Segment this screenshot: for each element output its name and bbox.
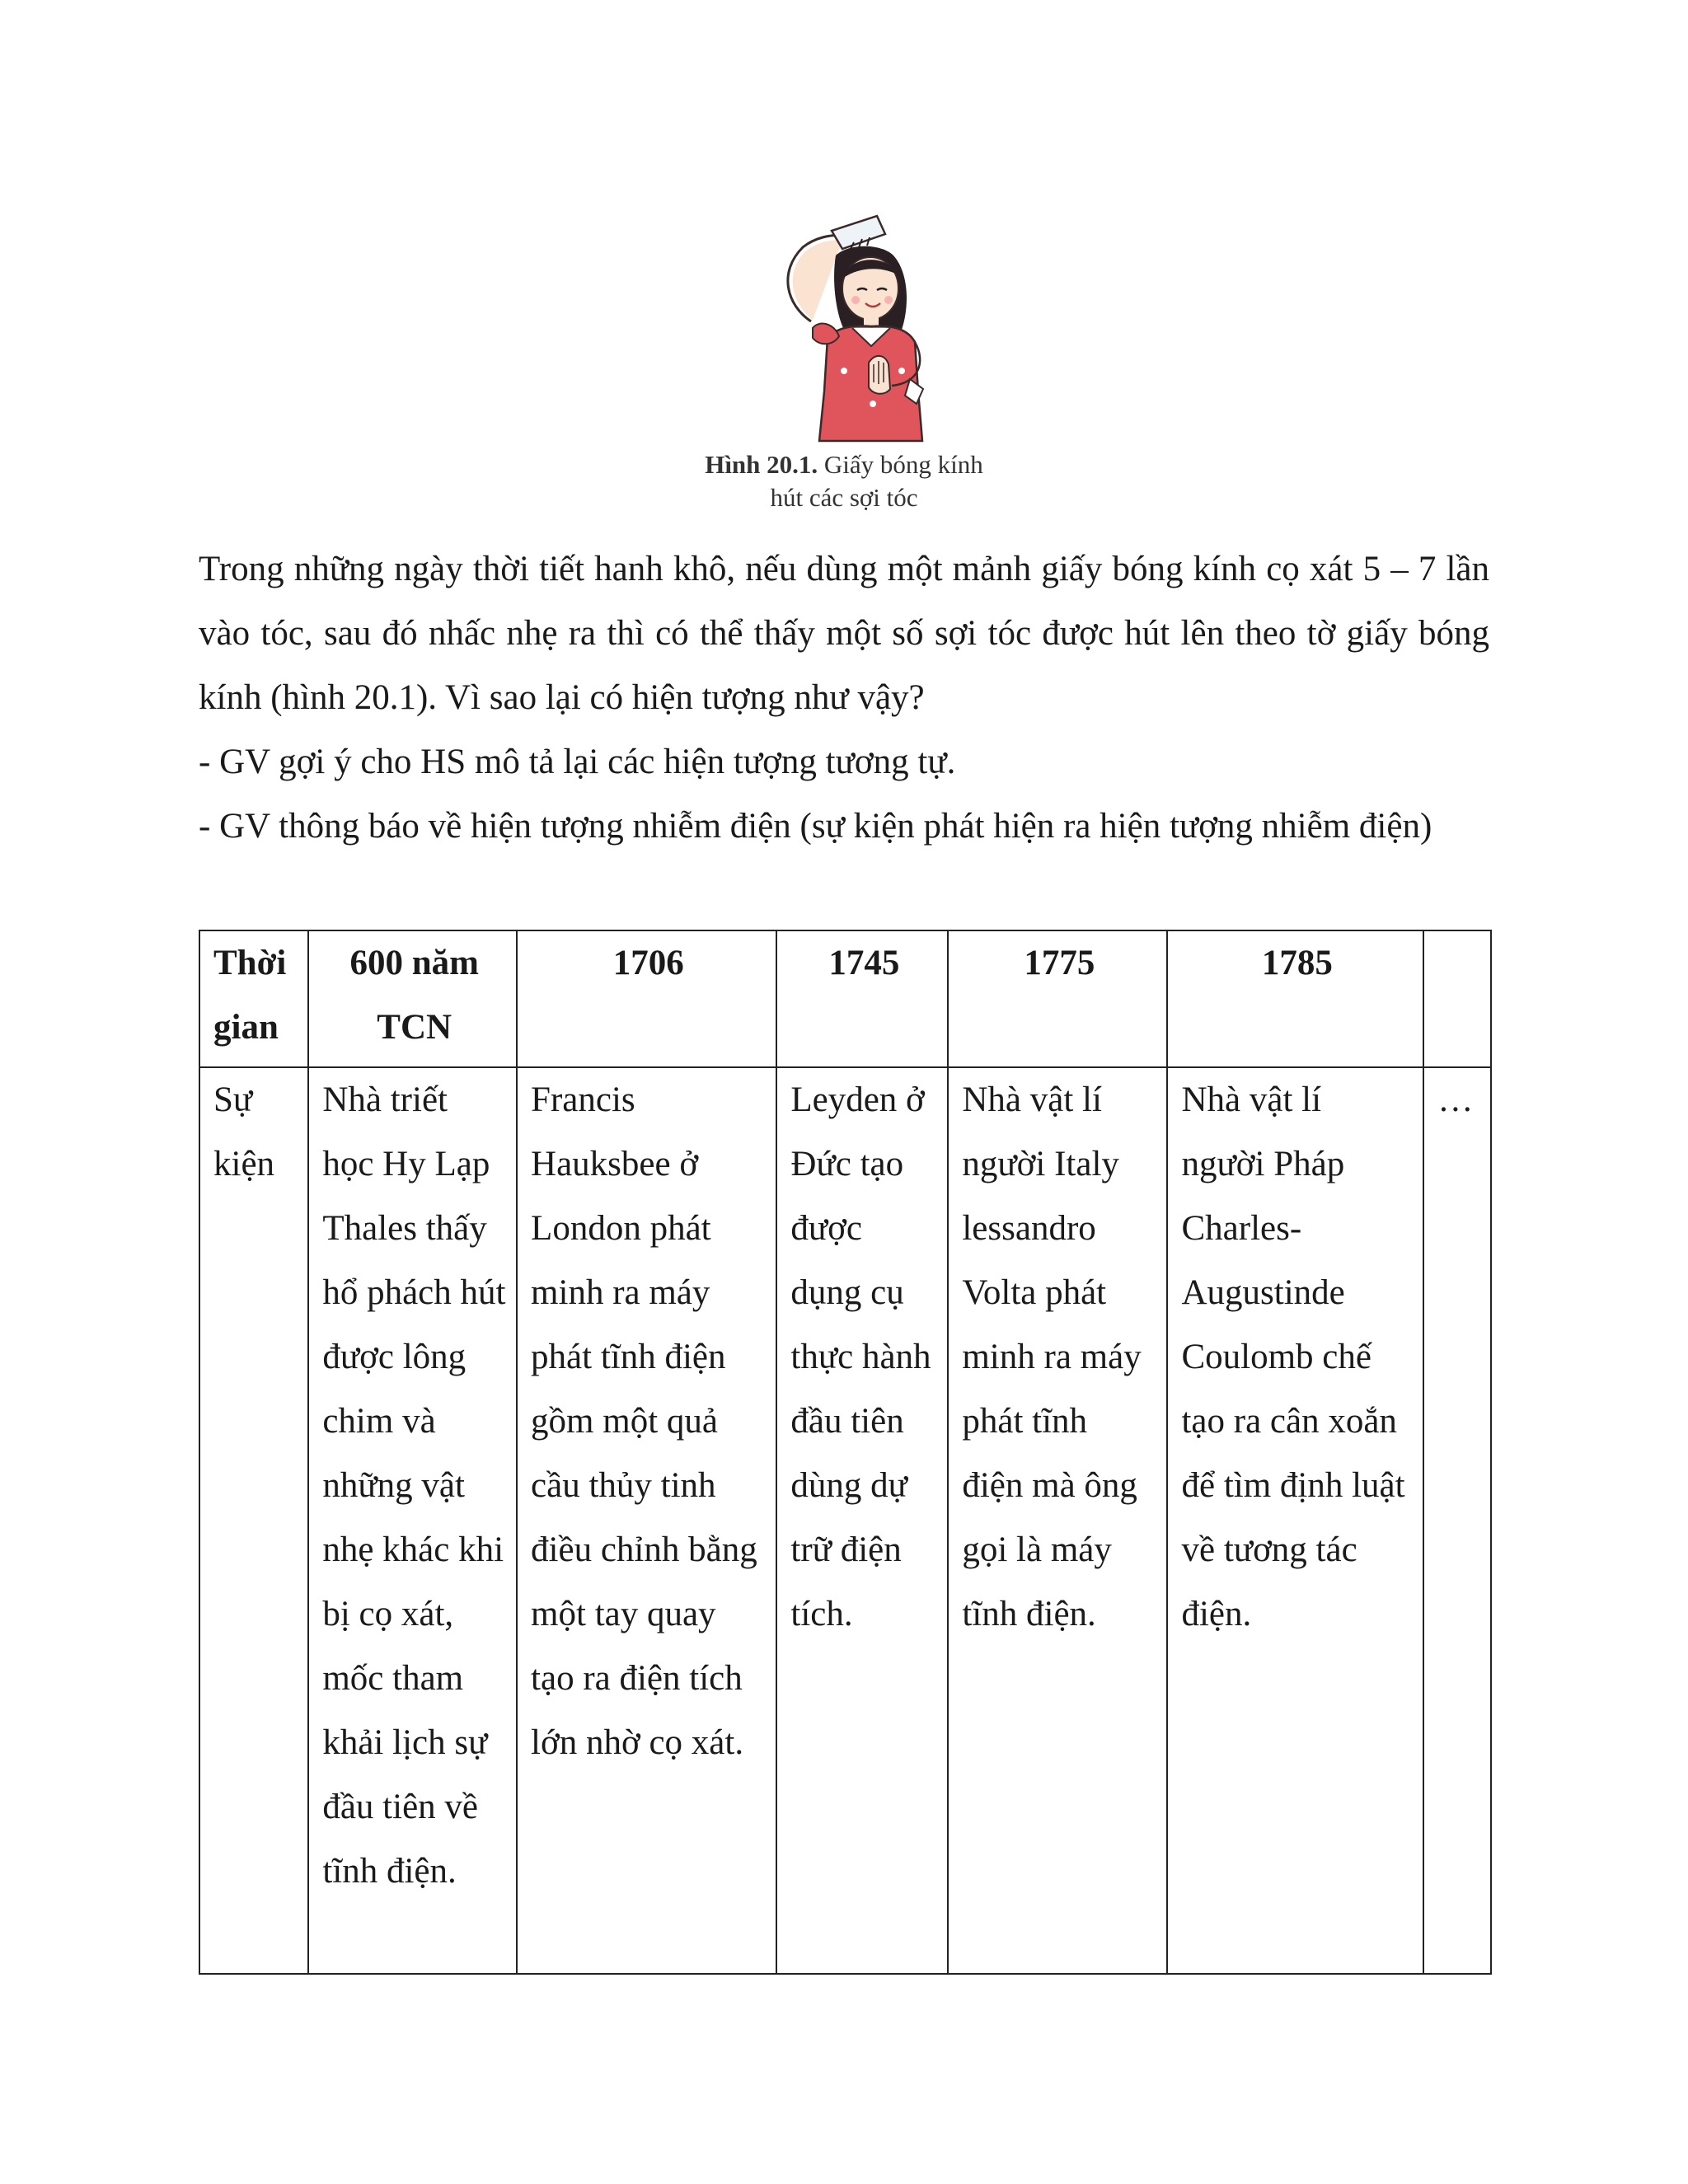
table-row	[199, 1067, 1491, 1974]
paper-sheet	[832, 216, 885, 249]
table-cell: Nhà vật lí người Italy lessandro Volta phát minh ra máy phát tĩnh điện mà ông gọi là máy tĩnh điện.	[948, 1067, 1167, 1974]
table-header-row	[199, 930, 1491, 1067]
table-cell: Nhà triết học Hy Lạp Thales thấy hổ phách hút được lông chim và những vật nhẹ khác khi bị cọ xát, mốc tham khải lịch sự đầu tiên về tĩnh điện.	[308, 1067, 517, 1974]
table-header-cell: Thời gian	[199, 930, 308, 1067]
paragraph-announcement: - GV thông báo về hiện tượng nhiễm điện (sự kiện phát hiện ra hiện tượng nhiễm điện)	[199, 807, 1432, 846]
table-header-cell: 600 năm TCN	[308, 930, 517, 1067]
paragraph-hint: - GV gợi ý cho HS mô tả lại các hiện tượng tương tự.	[199, 743, 956, 781]
table-header-cell: 1785	[1167, 930, 1423, 1067]
figure-caption	[0, 448, 1688, 514]
body-text	[199, 537, 1489, 859]
girl-illustration	[753, 206, 935, 445]
figure	[0, 206, 1688, 514]
hand	[869, 356, 890, 394]
table-cell: …	[1423, 1067, 1491, 1974]
table-cell: Francis Hauksbee ở London phát minh ra máy phát tĩnh điện gồm một quả cầu thủy tinh điều chỉnh bằng một tay quay tạo ra điện tích lớn nhờ cọ xát.	[517, 1067, 776, 1974]
figure-label: Hình 20.1.	[705, 450, 818, 479]
table-header-cell: 1706	[517, 930, 776, 1067]
table-cell: Sự kiện	[199, 1067, 308, 1974]
table-header-cell	[1423, 930, 1491, 1067]
timeline-table	[199, 930, 1492, 1975]
table-header-cell: 1745	[776, 930, 948, 1067]
table-cell: Nhà vật lí người Pháp Charles-Augustinde Coulomb chế tạo ra cân xoắn để tìm định luật về tương tác điện.	[1167, 1067, 1423, 1974]
figure-caption-line1: Giấy bóng kính	[823, 450, 983, 479]
table-cell: Leyden ở Đức tạo được dụng cụ thực hành đầu tiên dùng dự trữ điện tích.	[776, 1067, 948, 1974]
figure-caption-line2: hút các sợi tóc	[770, 483, 918, 512]
paragraph-intro: Trong những ngày thời tiết hanh khô, nếu dùng một mảnh giấy bóng kính cọ xát 5 – 7 lần vào tóc, sau đó nhấc nhẹ ra thì có thể thấy một số sợi tóc được hút lên theo tờ giấy bóng kính (hình 20.1). Vì sao lại có hiện tượng như vậy?	[199, 550, 1489, 717]
table-header-cell: 1775	[948, 930, 1167, 1067]
